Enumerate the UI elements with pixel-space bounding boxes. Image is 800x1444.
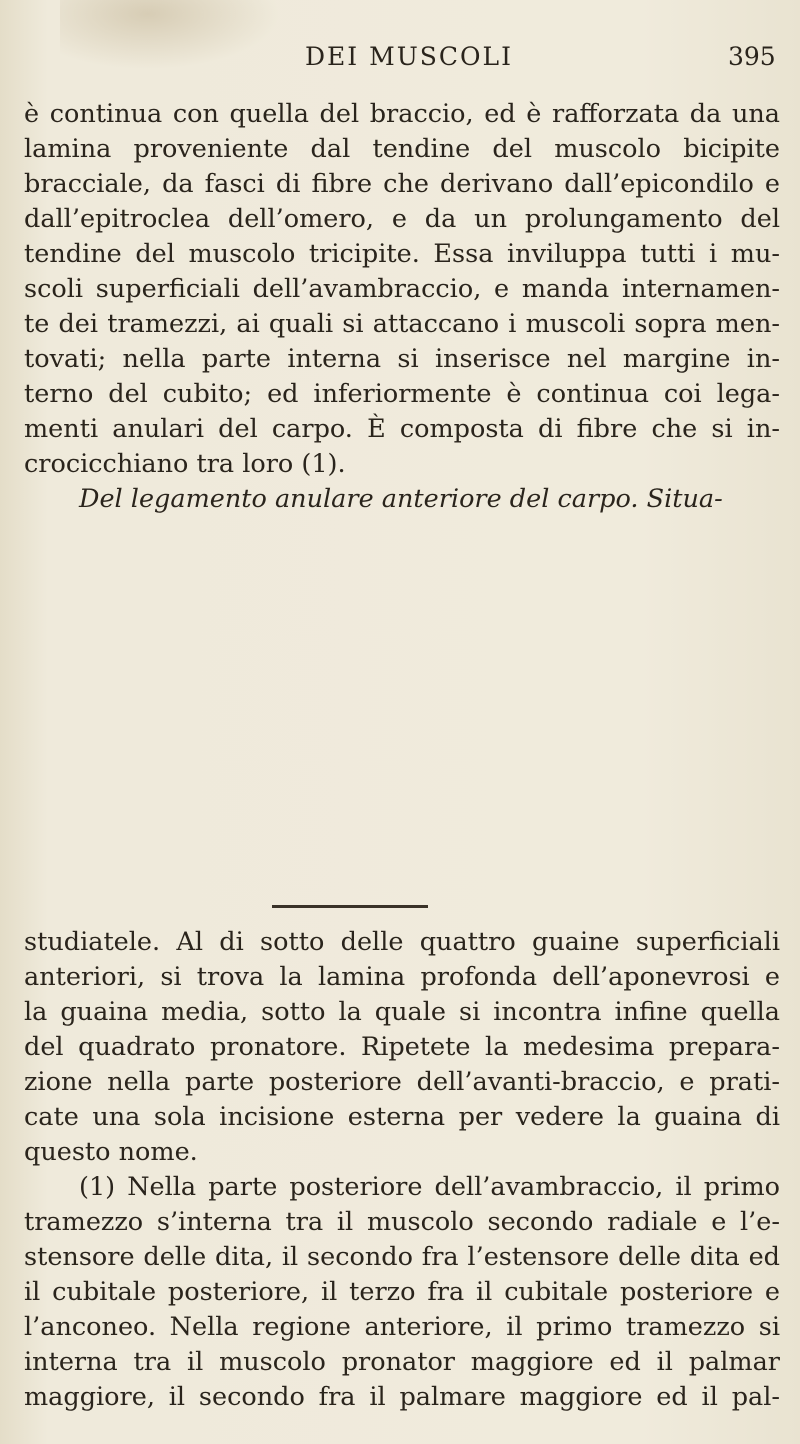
footnote-line: (1) Nella parte posteriore dell’avambraccio, il primo <box>79 1172 780 1202</box>
text-line: menti anulari del carpo. È composta di fibre che si in- <box>24 414 780 444</box>
footnote-line: il cubitale posteriore, il terzo fra il cubitale posteriore e <box>24 1277 780 1307</box>
text-line: bracciale, da fasci di fibre che derivano dall’epicondilo e <box>24 169 780 199</box>
text-line: è continua con quella del braccio, ed è rafforzata da una <box>24 99 780 129</box>
paragraph-fascia-description <box>24 97 780 517</box>
text-line: la guaina media, sotto la quale si incontra infine quella <box>24 997 780 1027</box>
footnote-separator <box>272 905 428 908</box>
text-line: studiatele. Al di sotto delle quattro guaine superficiali <box>24 927 780 957</box>
page-header <box>0 42 800 82</box>
text-line: dall’epitroclea dell’omero, e da un prolungamento del <box>24 204 780 234</box>
text-line: tendine del muscolo tricipite. Essa inviluppa tutti i mu- <box>24 239 780 269</box>
text-line: terno del cubito; ed inferiormente è continua coi lega- <box>24 379 780 409</box>
paragraph-dissection-instructions <box>24 925 780 1170</box>
text-line: lamina proveniente dal tendine del muscolo bicipite <box>24 134 780 164</box>
section-heading: Del legamento anulare anteriore del carpo. Situa- <box>79 484 723 514</box>
text-line: zione nella parte posteriore dell’avanti-braccio, e prati- <box>24 1067 780 1097</box>
text-line: questo nome. <box>24 1137 198 1167</box>
text-line: del quadrato pronatore. Ripetete la medesima prepara- <box>24 1032 780 1062</box>
text-line: crocicchiano tra loro (1). <box>24 449 346 479</box>
text-line: scoli superficiali dell’avambraccio, e manda internamen- <box>24 274 780 304</box>
text-line: cate una sola incisione esterna per vedere la guaina di <box>24 1102 780 1132</box>
footnote-line: l’anconeo. Nella regione anteriore, il primo tramezzo si <box>24 1312 780 1342</box>
text-line: tovati; nella parte interna si inserisce nel margine in- <box>24 344 780 374</box>
running-head: DEI MUSCOLI <box>305 42 514 71</box>
text-line: te dei tramezzi, ai quali si attaccano i muscoli sopra men- <box>24 309 780 339</box>
footnote-line: interna tra il muscolo pronator maggiore ed il palmar <box>24 1347 780 1377</box>
footnote-line: maggiore, il secondo fra il palmare maggiore ed il pal- <box>24 1382 780 1412</box>
footnote-line: tramezzo s’interna tra il muscolo secondo radiale e l’e- <box>24 1207 780 1237</box>
text-line: anteriori, si trova la lamina profonda dell’aponevrosi e <box>24 962 780 992</box>
footnote-line: stensore delle dita, il secondo fra l’estensore delle dita ed <box>24 1242 780 1272</box>
footnote <box>24 1170 780 1415</box>
page-number: 395 <box>728 42 776 71</box>
